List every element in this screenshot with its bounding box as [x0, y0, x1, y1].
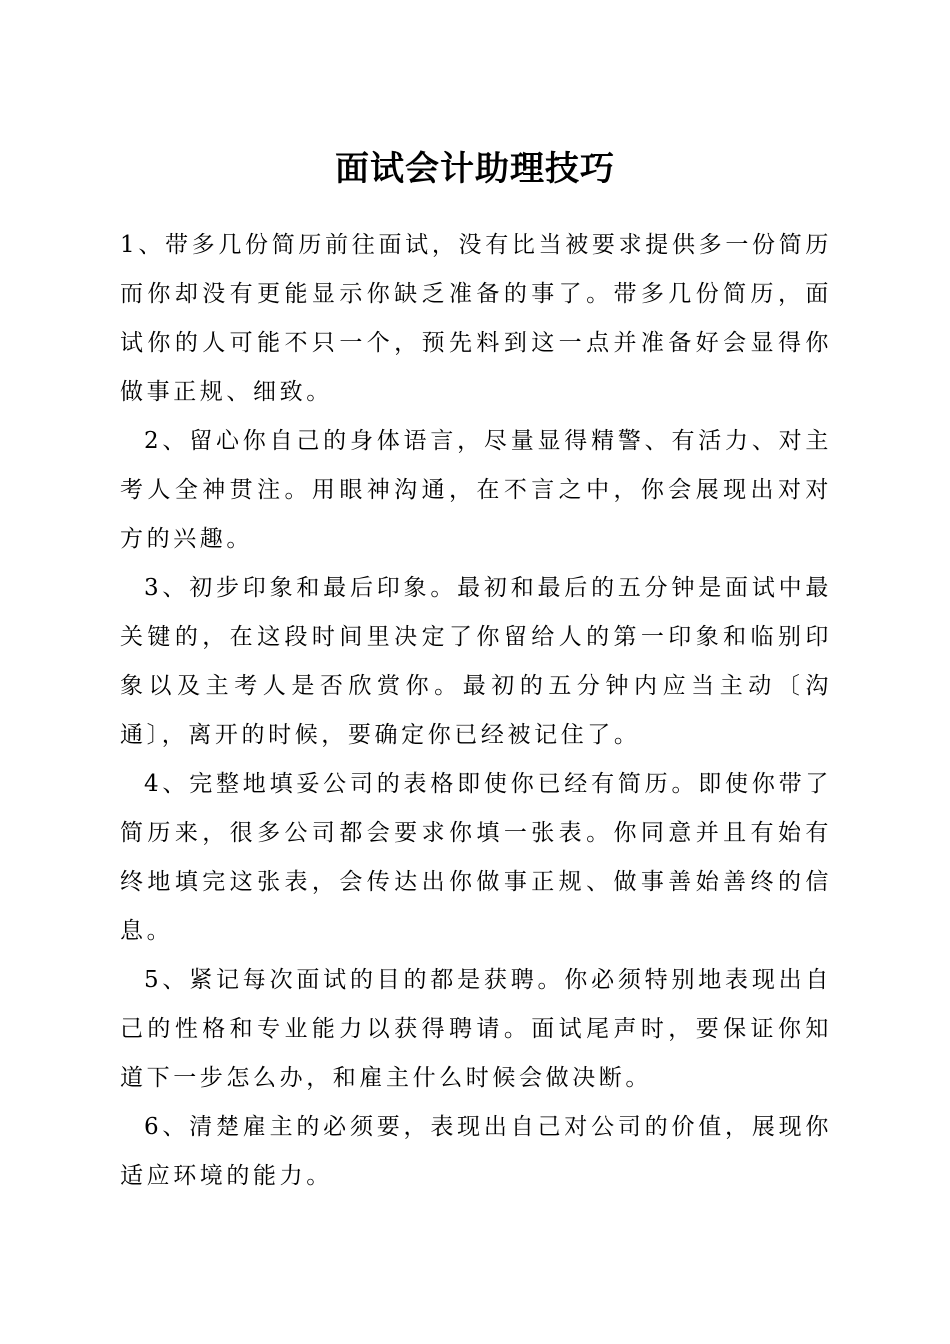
paragraph-1: 1、带多几份简历前往面试，没有比当被要求提供多一份简历而你却没有更能显示你缺乏准备的事了。带多几份简历，面试你的人可能不只一个，预先料到这一点并准备好会显得你做事正规、细致。: [120, 232, 832, 405]
paragraph-6: 6、清楚雇主的必须要，表现出自己对公司的价值，展现你适应环境的能力。: [120, 1114, 832, 1189]
document-body: [120, 221, 832, 1201]
document-title: 面试会计助理技巧: [335, 149, 615, 189]
paragraph-5: 5、紧记每次面试的目的都是获聘。你必须特别地表现出自己的性格和专业能力以获得聘请。面试尾声时，要保证你知道下一步怎么办，和雇主什么时候会做决断。: [120, 967, 832, 1091]
paragraph-4: 4、完整地填妥公司的表格即使你已经有简历。即使你带了简历来，很多公司都会要求你填一张表。你同意并且有始有终地填完这张表，会传达出你做事正规、做事善始善终的信息。: [120, 771, 832, 944]
paragraph-3: 3、初步印象和最后印象。最初和最后的五分钟是面试中最关键的，在这段时间里决定了你留给人的第一印象和临别印象以及主考人是否欣赏你。最初的五分钟内应当主动〔沟通〕，离开的时候，要确定你已经被记住了。: [120, 575, 832, 748]
paragraph-2: 2、留心你自己的身体语言，尽量显得精警、有活力、对主考人全神贯注。用眼神沟通，在不言之中，你会展现出对对方的兴趣。: [120, 428, 832, 552]
